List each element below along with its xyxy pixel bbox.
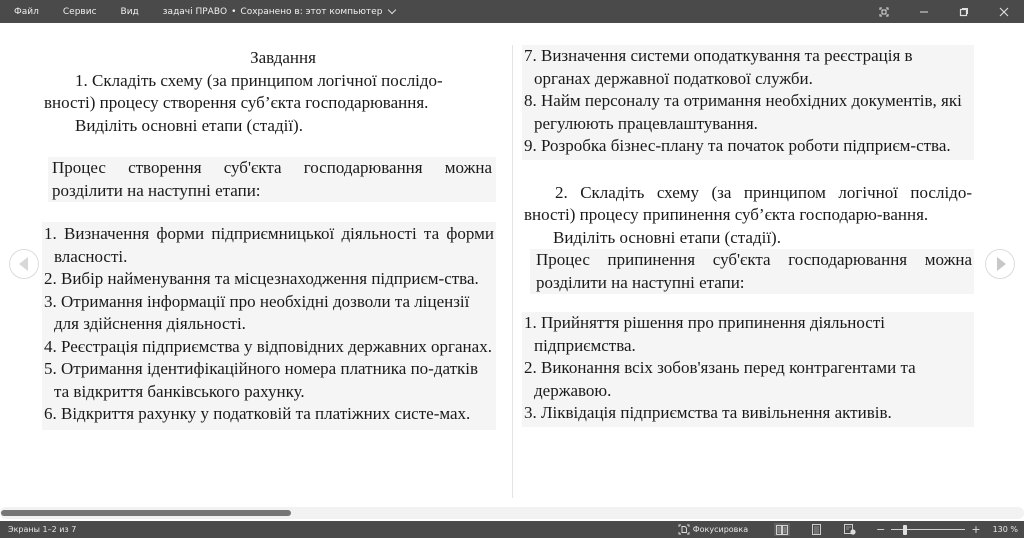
window-controls (864, 0, 1024, 23)
print-layout-button[interactable] (808, 523, 824, 536)
minimize-button[interactable] (904, 0, 944, 23)
status-controls (678, 521, 1018, 538)
list-item: 4. Реєстрація підприємства у відповідних державних органах. (44, 336, 492, 356)
save-status: Сохранено в: этот компьютер (240, 6, 383, 17)
zoom-slider-thumb[interactable] (903, 525, 907, 535)
termination-intro: Процес припинення суб'єкта господарювання можна розділити на наступні етапи: (530, 249, 974, 294)
previous-page-button[interactable] (9, 249, 39, 279)
list-item: 7. Визначення системи оподаткування та реєстрація в органах державної податкової служби. (524, 46, 913, 88)
list-item: 6. Відкриття рахунку у податковій та платіжних систе-мах. (44, 404, 471, 423)
book-icon (776, 525, 788, 535)
zoom-slider[interactable] (891, 525, 965, 535)
list-item: 5. Отримання ідентифікаційного номера платника по-датків та відкриття банківського рахунку. (44, 359, 479, 401)
scrollbar-thumb[interactable] (1, 510, 291, 516)
document-title-dropdown[interactable] (163, 7, 396, 17)
status-bar (0, 521, 1024, 538)
horizontal-scrollbar[interactable] (0, 507, 1024, 519)
menu-service[interactable]: Сервис (62, 6, 97, 17)
zoom-out-button[interactable]: − (876, 523, 886, 536)
close-button[interactable] (984, 0, 1024, 23)
heading: Завдання (250, 48, 316, 67)
menu-file[interactable]: Файл (14, 6, 39, 17)
page-counter: Экраны 1–2 из 7 (8, 525, 77, 534)
minimize-icon (919, 7, 929, 17)
process-intro: Процес створення суб'єкта господарювання можна розділити на наступні етапи: (48, 157, 496, 202)
web-layout-icon (844, 524, 856, 535)
menu-view[interactable]: Вид (120, 6, 139, 17)
page-icon (812, 524, 821, 535)
title-separator: • (231, 6, 237, 17)
list-item: 3. Ліквідація підприємства та вивільнення активів. (524, 403, 892, 422)
page-divider (512, 45, 513, 498)
task2-sub: Виділіть основні етапи (стадії). (553, 227, 781, 247)
next-page-button[interactable] (985, 249, 1015, 279)
arrow-left-icon (19, 257, 28, 271)
termination-steps-list (522, 312, 974, 427)
task1-line3: Виділіть основні етапи (стадії). (75, 115, 303, 135)
arrow-right-icon (997, 257, 1006, 271)
creation-steps-list (42, 222, 496, 430)
zoom-in-button[interactable]: + (971, 523, 981, 536)
task1-line2: вності) процесу створення суб’єкта господарювання. (44, 93, 429, 112)
creation-steps-list-continued (522, 45, 974, 160)
close-icon (999, 7, 1009, 17)
focus-mode-button[interactable] (678, 524, 748, 535)
left-column (44, 23, 496, 430)
list-item: 3. Отримання інформації про необхідні дозволи та ліцензії для здійснення діяльності. (44, 291, 470, 333)
list-item: 9. Розробка бізнес-плану та початок роботи підприєм-ства. (524, 136, 951, 155)
title-bar (0, 0, 1024, 23)
task1-line1: 1. Складіть схему (за принципом логічної послідо- (75, 70, 443, 90)
list-item: 2. Вибір найменування та місцезнаходження підприєм-ства. (44, 269, 479, 288)
fullscreen-icon (879, 7, 889, 17)
fullscreen-button[interactable] (864, 0, 904, 23)
list-item: 2. Виконання всіх зобов'язань перед контрагентами та державою. (524, 358, 916, 400)
list-item: 1. Прийняття рішення про припинення діяльності підприємства. (524, 313, 886, 355)
web-layout-button[interactable] (842, 523, 858, 536)
restore-button[interactable] (944, 0, 984, 23)
task2-text: 2. Складіть схему (за принципом логічної послідо-вності) процесу припинення суб’єкта господарю-вання. (524, 182, 972, 224)
chevron-down-icon (388, 6, 396, 14)
list-item: 1. Визначення форми підприємницької діяльності та форми власності. (44, 224, 494, 266)
zoom-level[interactable]: 130 % (992, 525, 1018, 534)
document-page (0, 23, 1024, 505)
restore-icon (959, 7, 969, 17)
read-mode-button[interactable] (774, 523, 790, 536)
list-item: 8. Найм персоналу та отримання необхідних документів, які регулюють працевлаштування. (524, 91, 962, 133)
focus-label: Фокусировка (692, 525, 749, 534)
focus-icon (678, 524, 690, 535)
document-name: задачі ПРАВО (162, 6, 228, 17)
right-column (522, 23, 974, 427)
